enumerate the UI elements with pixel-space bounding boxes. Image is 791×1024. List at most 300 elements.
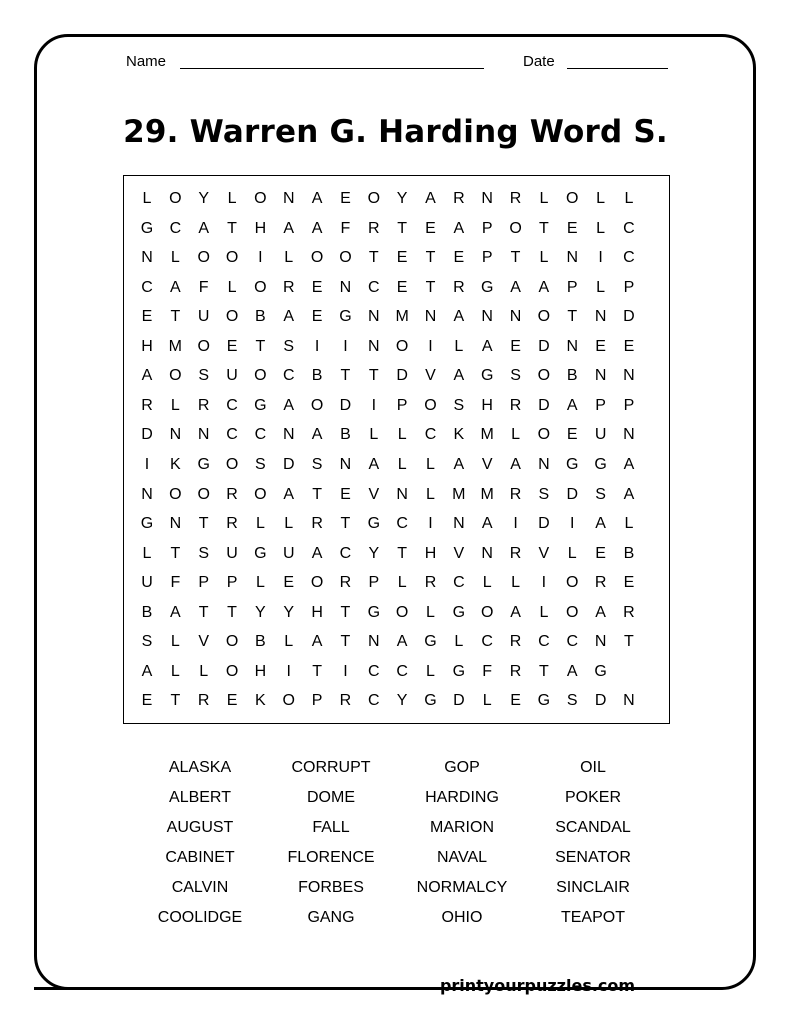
grid-letter[interactable]: C — [141, 278, 153, 296]
grid-letter[interactable]: O — [367, 190, 381, 207]
grid-letter[interactable]: G — [594, 662, 607, 680]
grid-letter[interactable]: T — [198, 515, 209, 533]
grid-letter[interactable]: H — [311, 603, 323, 621]
grid-letter[interactable]: L — [596, 278, 606, 296]
grid-letter[interactable]: T — [340, 367, 351, 385]
grid-letter[interactable]: O — [225, 455, 239, 473]
grid-letter[interactable]: E — [510, 692, 521, 710]
grid-letter[interactable]: L — [596, 190, 606, 207]
grid-letter[interactable]: U — [594, 426, 607, 444]
grid-letter[interactable]: R — [509, 190, 522, 207]
grid-letter[interactable]: O — [310, 396, 324, 414]
grid-letter[interactable]: E — [425, 219, 436, 237]
grid-letter[interactable]: V — [538, 544, 550, 562]
grid-letter[interactable]: C — [169, 219, 182, 237]
grid-letter[interactable]: N — [424, 308, 437, 326]
grid-letter[interactable]: P — [311, 692, 323, 710]
grid-letter[interactable]: A — [283, 485, 295, 503]
grid-letter[interactable]: G — [140, 219, 154, 237]
grid-letter[interactable]: N — [368, 337, 380, 355]
grid-letter[interactable]: P — [368, 574, 380, 592]
grid-letter[interactable]: A — [481, 515, 493, 533]
grid-letter[interactable]: D — [453, 692, 465, 710]
grid-letter[interactable]: B — [340, 426, 351, 444]
grid-letter[interactable]: O — [424, 396, 437, 414]
grid-letter[interactable]: E — [453, 249, 465, 267]
grid-letter[interactable]: E — [623, 574, 635, 592]
grid-letter[interactable]: C — [368, 662, 380, 680]
grid-letter[interactable]: O — [169, 190, 182, 207]
grid-letter[interactable]: A — [623, 485, 635, 503]
grid-letter[interactable]: P — [623, 396, 635, 414]
grid-letter[interactable]: L — [227, 190, 237, 207]
grid-letter[interactable]: K — [170, 455, 181, 473]
grid-letter[interactable]: C — [623, 249, 635, 267]
grid-letter[interactable]: E — [595, 337, 606, 355]
grid-letter[interactable]: E — [623, 337, 635, 355]
grid-letter[interactable]: O — [197, 249, 210, 267]
grid-letter[interactable]: T — [170, 692, 181, 710]
grid-letter[interactable]: A — [453, 219, 465, 237]
grid-letter[interactable]: A — [453, 308, 465, 326]
grid-letter[interactable]: O — [310, 574, 324, 592]
grid-letter[interactable]: L — [482, 574, 492, 592]
grid-letter[interactable]: G — [367, 603, 381, 621]
grid-letter[interactable]: K — [453, 426, 465, 444]
grid-letter[interactable]: S — [198, 367, 210, 385]
grid-letter[interactable]: G — [339, 308, 352, 326]
grid-letter[interactable]: S — [311, 455, 323, 473]
grid-letter[interactable]: R — [226, 485, 238, 503]
grid-letter[interactable]: R — [141, 396, 153, 414]
grid-letter[interactable]: M — [480, 485, 494, 503]
grid-letter[interactable]: E — [311, 278, 323, 296]
grid-letter[interactable]: A — [595, 603, 606, 621]
grid-letter[interactable]: T — [539, 662, 549, 680]
grid-letter[interactable]: O — [566, 190, 579, 207]
grid-letter[interactable]: R — [509, 662, 522, 680]
grid-letter[interactable]: P — [481, 219, 493, 237]
grid-letter[interactable]: N — [169, 426, 182, 444]
grid-letter[interactable]: G — [566, 455, 579, 473]
grid-letter[interactable]: N — [282, 426, 295, 444]
grid-letter[interactable]: Y — [283, 603, 295, 621]
grid-letter[interactable]: C — [226, 426, 238, 444]
grid-letter[interactable]: G — [452, 603, 466, 621]
grid-letter[interactable]: S — [510, 367, 521, 385]
grid-letter[interactable]: R — [509, 396, 522, 414]
grid-letter[interactable]: C — [623, 219, 635, 237]
grid-letter[interactable]: E — [396, 249, 408, 267]
grid-letter[interactable]: R — [509, 633, 522, 651]
grid-letter[interactable]: R — [339, 574, 352, 592]
grid-letter[interactable]: B — [255, 633, 266, 651]
grid-letter[interactable]: T — [624, 633, 634, 651]
grid-letter[interactable]: D — [623, 308, 635, 326]
grid-letter[interactable]: N — [368, 633, 380, 651]
grid-letter[interactable]: T — [312, 485, 322, 503]
grid-letter[interactable]: E — [311, 308, 323, 326]
grid-letter[interactable]: N — [396, 485, 408, 503]
grid-letter[interactable]: H — [141, 337, 153, 355]
grid-letter[interactable]: Y — [255, 603, 266, 621]
grid-letter[interactable]: E — [226, 337, 238, 355]
grid-letter[interactable]: E — [566, 426, 578, 444]
grid-letter[interactable]: V — [368, 485, 380, 503]
grid-letter[interactable]: E — [141, 308, 153, 326]
grid-letter[interactable]: O — [254, 485, 267, 503]
grid-letter[interactable]: O — [225, 633, 239, 651]
grid-letter[interactable]: L — [170, 633, 180, 651]
grid-letter[interactable]: L — [482, 692, 492, 710]
grid-letter[interactable]: C — [282, 367, 295, 385]
grid-letter[interactable]: G — [254, 544, 267, 562]
grid-letter[interactable]: T — [425, 249, 436, 267]
grid-letter[interactable]: O — [197, 337, 210, 355]
grid-letter[interactable]: R — [453, 278, 465, 296]
grid-letter[interactable]: A — [311, 633, 323, 651]
grid-letter[interactable]: A — [311, 219, 323, 237]
grid-letter[interactable]: G — [197, 455, 210, 473]
grid-letter[interactable]: I — [286, 662, 291, 680]
grid-letter[interactable]: O — [225, 308, 239, 326]
grid-letter[interactable]: R — [594, 574, 607, 592]
grid-letter[interactable]: M — [452, 485, 466, 503]
grid-letter[interactable]: I — [541, 574, 547, 592]
grid-letter[interactable]: O — [169, 367, 182, 385]
grid-letter[interactable]: R — [226, 515, 238, 533]
grid-letter[interactable]: A — [311, 544, 323, 562]
grid-letter[interactable]: A — [311, 426, 323, 444]
grid-letter[interactable]: O — [480, 603, 494, 621]
grid-letter[interactable]: I — [598, 249, 603, 267]
grid-letter[interactable]: N — [282, 190, 295, 207]
grid-letter[interactable]: R — [197, 692, 210, 710]
grid-letter[interactable]: T — [227, 603, 237, 621]
grid-letter[interactable]: L — [170, 249, 180, 267]
grid-letter[interactable]: R — [311, 515, 323, 533]
grid-letter[interactable]: K — [255, 692, 266, 710]
grid-letter[interactable]: O — [254, 278, 267, 296]
grid-letter[interactable]: R — [424, 574, 437, 592]
grid-letter[interactable]: N — [566, 337, 579, 355]
grid-letter[interactable]: E — [283, 574, 295, 592]
grid-letter[interactable]: D — [396, 367, 408, 385]
grid-letter[interactable]: T — [340, 633, 351, 651]
grid-letter[interactable]: E — [340, 190, 351, 207]
grid-letter[interactable]: H — [254, 662, 267, 680]
grid-letter[interactable]: N — [339, 455, 352, 473]
grid-letter[interactable]: L — [284, 633, 294, 651]
grid-letter[interactable]: G — [480, 367, 494, 385]
grid-letter[interactable]: B — [255, 308, 266, 326]
grid-letter[interactable]: T — [567, 308, 578, 326]
grid-letter[interactable]: O — [566, 574, 579, 592]
grid-letter[interactable]: G — [452, 662, 466, 680]
grid-letter[interactable]: D — [339, 396, 352, 414]
grid-letter[interactable]: L — [596, 219, 606, 237]
grid-letter[interactable]: N — [538, 455, 550, 473]
grid-letter[interactable]: N — [566, 249, 579, 267]
grid-letter[interactable]: C — [396, 662, 408, 680]
grid-letter[interactable]: O — [339, 249, 352, 267]
grid-letter[interactable]: A — [170, 278, 181, 296]
grid-letter[interactable]: R — [197, 396, 210, 414]
grid-letter[interactable]: V — [481, 455, 493, 473]
grid-letter[interactable]: A — [396, 633, 408, 651]
grid-letter[interactable]: E — [510, 337, 521, 355]
grid-letter[interactable]: N — [594, 633, 607, 651]
grid-letter[interactable]: O — [310, 249, 324, 267]
grid-letter[interactable]: P — [198, 574, 210, 592]
grid-letter[interactable]: A — [453, 367, 465, 385]
name-field[interactable] — [180, 68, 484, 69]
grid-letter[interactable]: S — [198, 544, 210, 562]
grid-letter[interactable]: E — [566, 219, 578, 237]
grid-letter[interactable]: C — [453, 574, 465, 592]
grid-letter[interactable]: L — [284, 515, 294, 533]
grid-letter[interactable]: L — [142, 544, 152, 562]
grid-letter[interactable]: G — [594, 455, 607, 473]
grid-letter[interactable]: I — [570, 515, 575, 533]
grid-letter[interactable]: O — [395, 337, 409, 355]
grid-letter[interactable]: F — [170, 574, 181, 592]
grid-letter[interactable]: R — [339, 692, 352, 710]
grid-letter[interactable]: S — [538, 485, 550, 503]
grid-letter[interactable]: T — [340, 603, 351, 621]
grid-letter[interactable]: V — [198, 633, 210, 651]
grid-letter[interactable]: A — [425, 190, 436, 207]
grid-letter[interactable]: N — [169, 515, 182, 533]
grid-letter[interactable]: T — [198, 603, 209, 621]
grid-letter[interactable]: O — [254, 367, 267, 385]
grid-letter[interactable]: F — [482, 662, 493, 680]
grid-letter[interactable]: E — [595, 544, 606, 562]
grid-letter[interactable]: C — [368, 278, 380, 296]
grid-letter[interactable]: P — [566, 278, 578, 296]
grid-letter[interactable]: I — [371, 396, 377, 414]
grid-letter[interactable]: L — [539, 603, 549, 621]
grid-letter[interactable]: L — [567, 544, 577, 562]
grid-letter[interactable]: P — [623, 278, 635, 296]
grid-letter[interactable]: B — [566, 367, 578, 385]
grid-letter[interactable]: G — [367, 515, 381, 533]
grid-letter[interactable]: S — [141, 633, 153, 651]
grid-letter[interactable]: O — [197, 485, 210, 503]
grid-letter[interactable]: D — [566, 485, 579, 503]
grid-letter[interactable]: C — [424, 426, 437, 444]
grid-letter[interactable]: T — [397, 219, 408, 237]
grid-letter[interactable]: O — [282, 692, 295, 710]
grid-letter[interactable]: M — [168, 337, 182, 355]
grid-letter[interactable]: U — [226, 367, 238, 385]
grid-letter[interactable]: H — [481, 396, 493, 414]
grid-letter[interactable]: L — [511, 574, 520, 592]
grid-letter[interactable]: L — [539, 190, 549, 207]
grid-letter[interactable]: U — [197, 308, 210, 326]
grid-letter[interactable]: E — [141, 692, 153, 710]
grid-letter[interactable]: P — [396, 396, 408, 414]
grid-letter[interactable]: N — [594, 308, 607, 326]
grid-letter[interactable]: T — [170, 544, 181, 562]
grid-letter[interactable]: A — [283, 219, 295, 237]
grid-letter[interactable]: N — [339, 278, 352, 296]
grid-letter[interactable]: B — [623, 544, 635, 562]
grid-letter[interactable]: C — [368, 692, 380, 710]
grid-letter[interactable]: I — [343, 337, 348, 355]
grid-letter[interactable]: N — [481, 190, 493, 207]
grid-letter[interactable]: L — [284, 249, 294, 267]
grid-letter[interactable]: Y — [368, 544, 380, 562]
grid-letter[interactable]: I — [144, 455, 150, 473]
grid-letter[interactable]: A — [566, 662, 578, 680]
grid-letter[interactable]: R — [509, 544, 522, 562]
grid-letter[interactable]: N — [623, 426, 635, 444]
grid-letter[interactable]: V — [425, 367, 436, 385]
grid-letter[interactable]: C — [396, 515, 408, 533]
grid-letter[interactable]: N — [141, 249, 153, 267]
grid-letter[interactable]: I — [258, 249, 263, 267]
grid-letter[interactable]: L — [511, 426, 520, 444]
grid-letter[interactable]: R — [368, 219, 380, 237]
grid-letter[interactable]: A — [311, 190, 323, 207]
grid-letter[interactable]: C — [566, 633, 579, 651]
grid-letter[interactable]: A — [198, 219, 210, 237]
grid-letter[interactable]: P — [481, 249, 493, 267]
grid-letter[interactable]: A — [510, 603, 521, 621]
grid-letter[interactable]: L — [255, 515, 265, 533]
grid-letter[interactable]: L — [397, 574, 407, 592]
grid-letter[interactable]: M — [395, 308, 409, 326]
grid-letter[interactable]: C — [339, 544, 352, 562]
grid-letter[interactable]: E — [340, 485, 351, 503]
grid-letter[interactable]: L — [199, 662, 209, 680]
grid-letter[interactable]: Y — [396, 692, 408, 710]
grid-letter[interactable]: N — [368, 308, 380, 326]
grid-letter[interactable]: Y — [198, 190, 210, 207]
grid-letter[interactable]: L — [426, 662, 435, 680]
grid-letter[interactable]: L — [624, 190, 634, 207]
grid-letter[interactable]: C — [254, 426, 267, 444]
grid-letter[interactable]: O — [225, 662, 239, 680]
grid-letter[interactable]: I — [314, 337, 320, 355]
grid-letter[interactable]: F — [198, 278, 209, 296]
grid-letter[interactable]: L — [142, 190, 152, 207]
grid-letter[interactable]: I — [513, 515, 518, 533]
grid-letter[interactable]: S — [566, 692, 578, 710]
grid-letter[interactable]: A — [283, 308, 295, 326]
grid-letter[interactable]: E — [226, 692, 238, 710]
grid-letter[interactable]: A — [283, 396, 295, 414]
grid-letter[interactable]: A — [141, 662, 153, 680]
grid-letter[interactable]: T — [368, 367, 379, 385]
grid-letter[interactable]: C — [226, 396, 238, 414]
grid-letter[interactable]: T — [510, 249, 521, 267]
grid-letter[interactable]: N — [509, 308, 522, 326]
grid-letter[interactable]: T — [312, 662, 322, 680]
grid-letter[interactable]: N — [481, 544, 493, 562]
grid-letter[interactable]: L — [426, 455, 435, 473]
grid-letter[interactable]: O — [537, 426, 551, 444]
grid-letter[interactable]: L — [227, 278, 237, 296]
grid-letter[interactable]: S — [283, 337, 295, 355]
grid-letter[interactable]: T — [340, 515, 351, 533]
grid-letter[interactable]: L — [454, 337, 464, 355]
grid-letter[interactable]: R — [623, 603, 635, 621]
grid-letter[interactable]: G — [140, 515, 154, 533]
grid-letter[interactable]: L — [426, 603, 435, 621]
grid-letter[interactable]: A — [481, 337, 493, 355]
grid-letter[interactable]: F — [340, 219, 351, 237]
grid-letter[interactable]: N — [453, 515, 465, 533]
grid-letter[interactable]: T — [368, 249, 379, 267]
grid-letter[interactable]: C — [481, 633, 493, 651]
grid-letter[interactable]: H — [424, 544, 437, 562]
grid-letter[interactable]: N — [141, 485, 153, 503]
grid-letter[interactable]: L — [539, 249, 549, 267]
grid-letter[interactable]: R — [509, 485, 522, 503]
grid-letter[interactable]: E — [396, 278, 408, 296]
grid-letter[interactable]: L — [170, 396, 180, 414]
grid-letter[interactable]: A — [141, 367, 153, 385]
grid-letter[interactable]: O — [566, 603, 579, 621]
grid-letter[interactable]: R — [282, 278, 295, 296]
grid-letter[interactable]: T — [425, 278, 436, 296]
grid-letter[interactable]: O — [225, 249, 239, 267]
grid-letter[interactable]: G — [537, 692, 551, 710]
grid-letter[interactable]: T — [539, 219, 549, 237]
grid-letter[interactable]: P — [226, 574, 238, 592]
grid-letter[interactable]: M — [480, 426, 494, 444]
grid-letter[interactable]: L — [397, 426, 407, 444]
grid-letter[interactable]: G — [424, 692, 437, 710]
grid-letter[interactable]: A — [566, 396, 578, 414]
grid-letter[interactable]: D — [594, 692, 607, 710]
grid-letter[interactable]: D — [538, 337, 550, 355]
grid-letter[interactable]: A — [170, 603, 181, 621]
grid-letter[interactable]: A — [538, 278, 550, 296]
grid-letter[interactable]: P — [595, 396, 606, 414]
grid-letter[interactable]: U — [141, 574, 153, 592]
grid-letter[interactable]: O — [395, 603, 409, 621]
grid-letter[interactable]: L — [624, 515, 634, 533]
grid-letter[interactable]: L — [397, 455, 407, 473]
grid-letter[interactable]: T — [397, 544, 408, 562]
grid-letter[interactable]: O — [537, 367, 551, 385]
grid-letter[interactable]: N — [623, 692, 635, 710]
grid-letter[interactable]: N — [594, 367, 607, 385]
grid-letter[interactable]: D — [538, 515, 550, 533]
grid-letter[interactable]: N — [481, 308, 493, 326]
grid-letter[interactable]: I — [428, 515, 433, 533]
grid-letter[interactable]: B — [311, 367, 323, 385]
grid-letter[interactable]: B — [141, 603, 153, 621]
grid-letter[interactable]: A — [368, 455, 380, 473]
grid-letter[interactable]: O — [254, 190, 267, 207]
grid-letter[interactable]: D — [538, 396, 550, 414]
grid-letter[interactable]: G — [254, 396, 267, 414]
grid-letter[interactable]: L — [426, 485, 435, 503]
grid-letter[interactable]: S — [595, 485, 606, 503]
grid-letter[interactable]: I — [343, 662, 348, 680]
grid-letter[interactable]: N — [623, 367, 635, 385]
grid-letter[interactable]: L — [255, 574, 265, 592]
grid-letter[interactable]: T — [170, 308, 181, 326]
grid-letter[interactable]: O — [169, 485, 182, 503]
grid-letter[interactable]: D — [141, 426, 153, 444]
grid-letter[interactable]: L — [369, 426, 379, 444]
grid-letter[interactable]: A — [510, 278, 521, 296]
